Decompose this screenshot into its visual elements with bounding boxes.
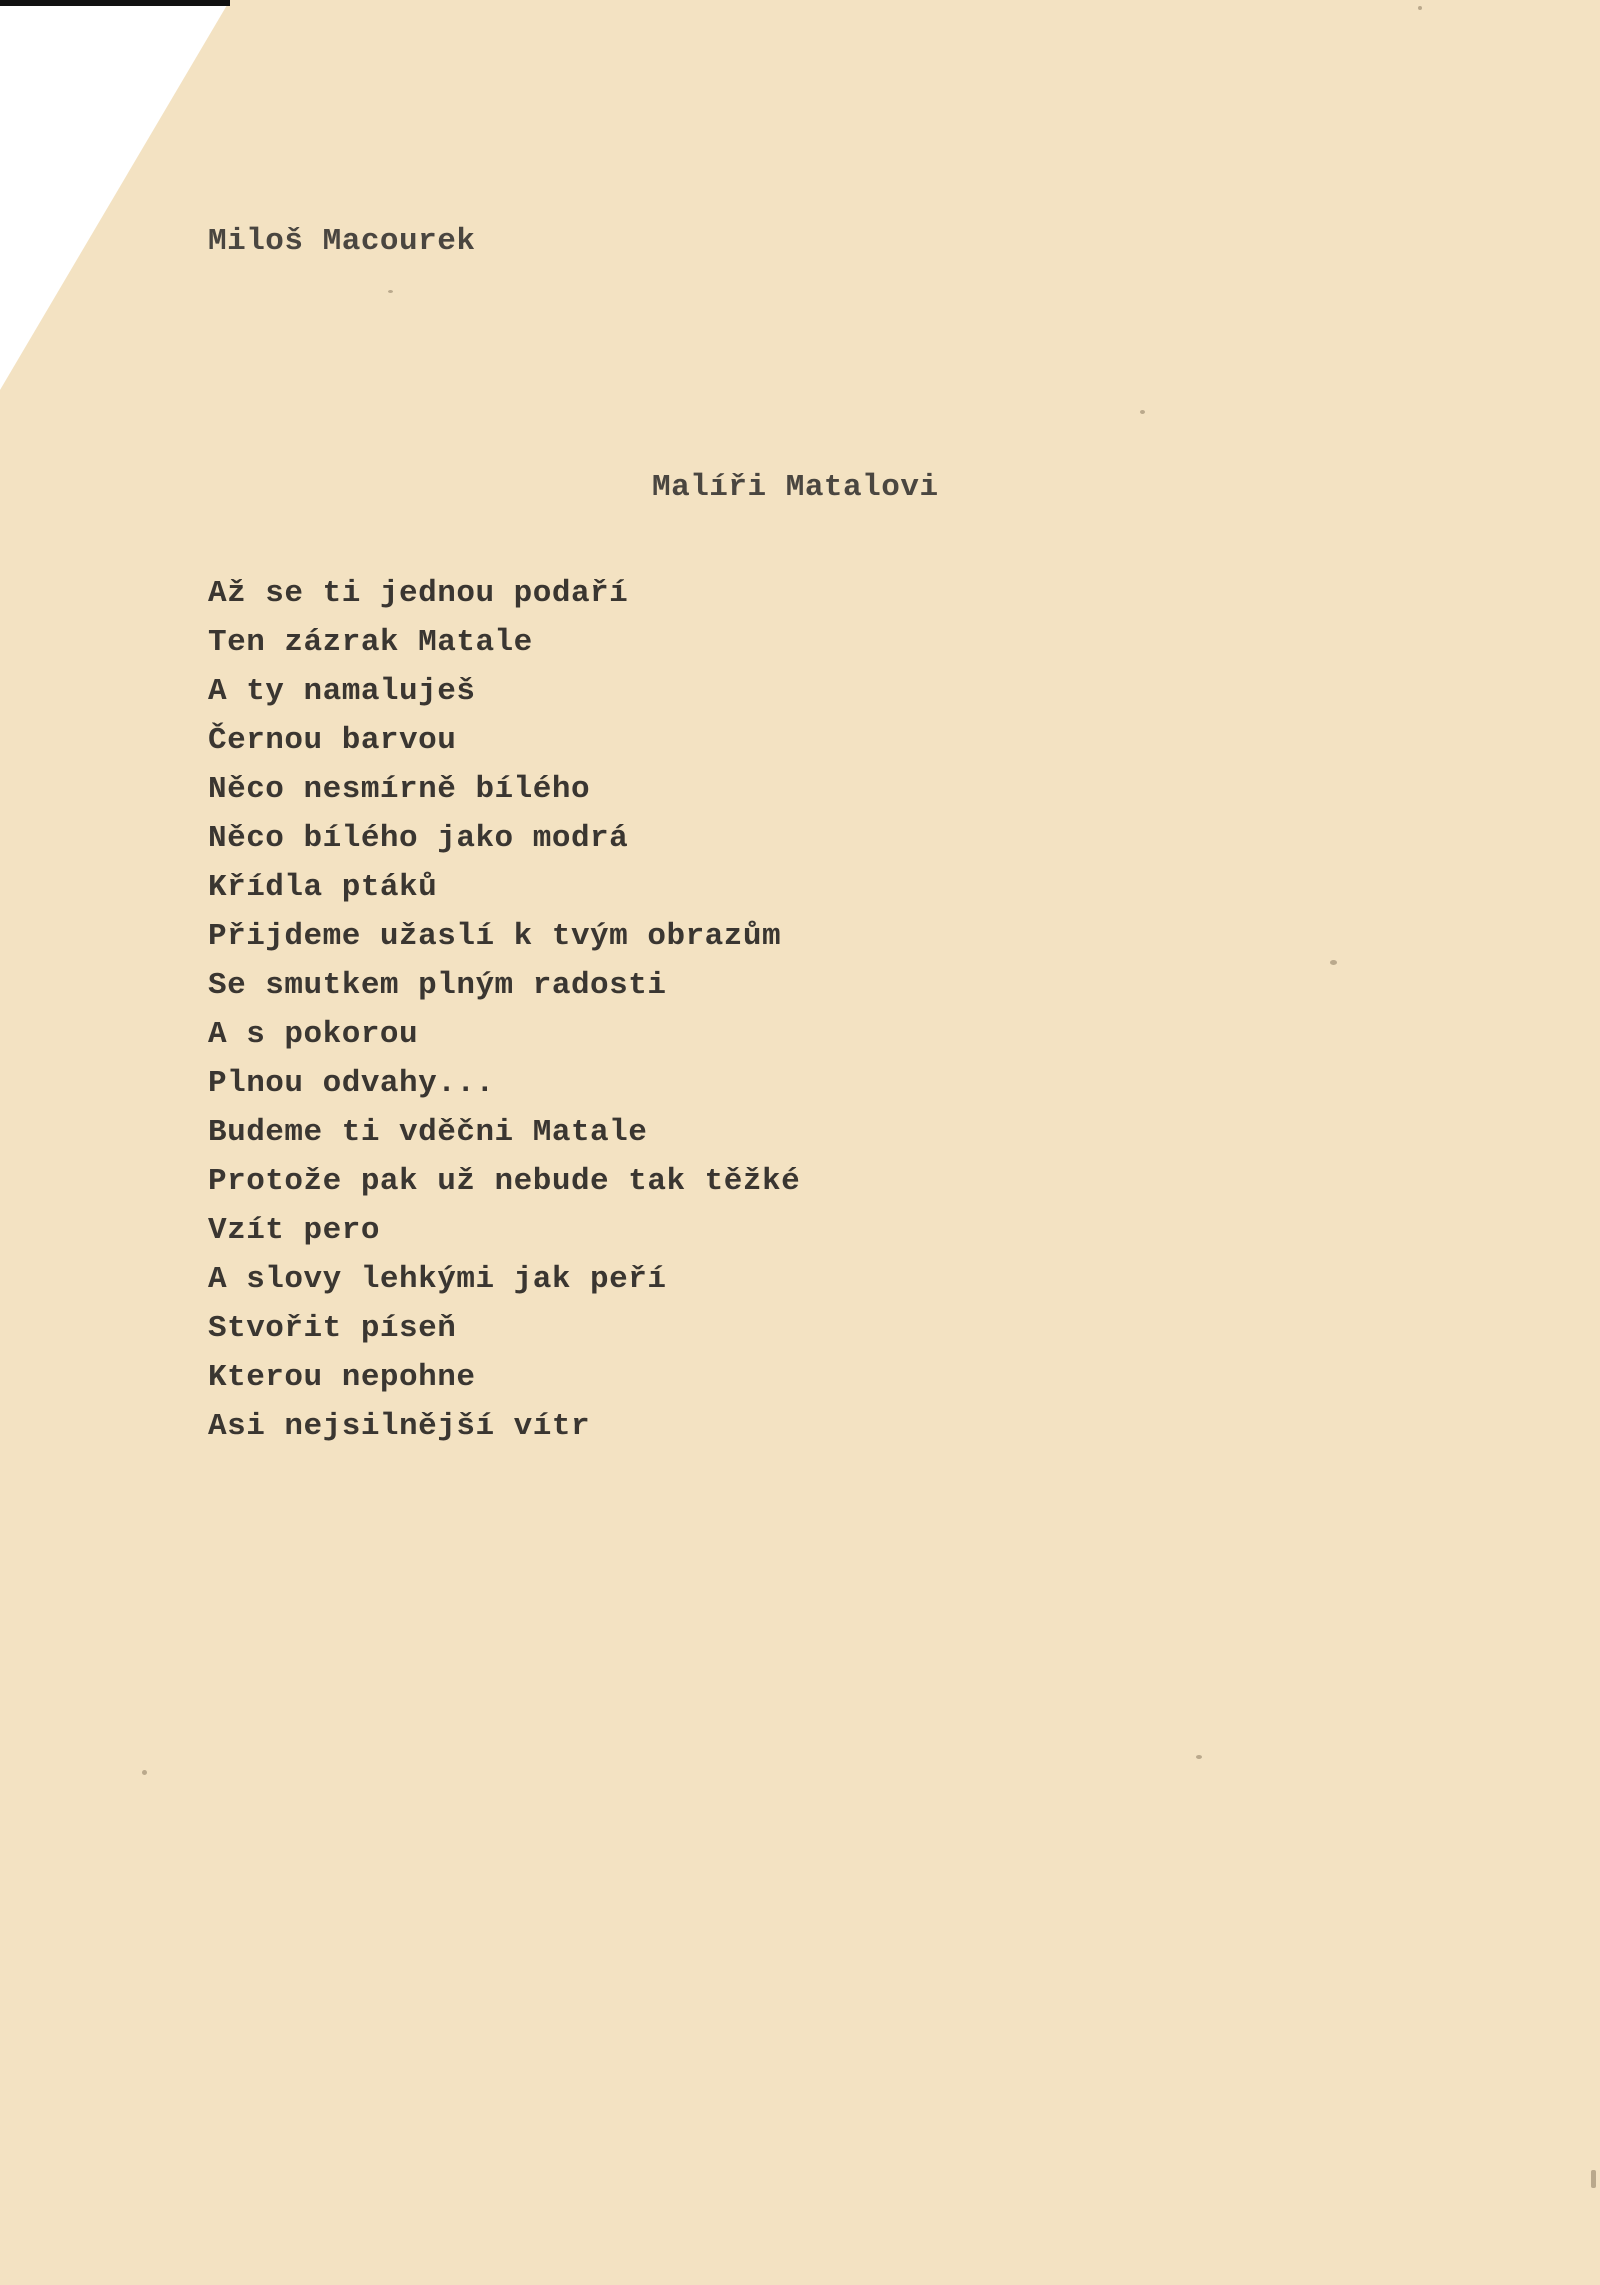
poem-line: Kterou nepohne: [208, 1360, 476, 1395]
poem-line: A ty namaluješ: [208, 674, 476, 709]
paper-fleck: [142, 1770, 147, 1775]
poem-line: A slovy lehkými jak peří: [208, 1262, 667, 1297]
paper-fleck: [1196, 1755, 1202, 1759]
poem-line: Něco bílého jako modrá: [208, 821, 629, 856]
poem-line: Až se ti jednou podaří: [208, 576, 629, 611]
poem-line: Plnou odvahy...: [208, 1066, 495, 1101]
poem-body: [208, 569, 800, 1451]
poem-line: Přijdeme užaslí k tvým obrazům: [208, 919, 782, 954]
poem-line: Asi nejsilnější vítr: [208, 1409, 591, 1444]
poem-line: Něco nesmírně bílého: [208, 772, 591, 807]
poem-line: Protože pak už nebude tak těžké: [208, 1164, 801, 1199]
paper-fleck: [1330, 960, 1337, 965]
poem-line: Se smutkem plným radosti: [208, 968, 667, 1003]
scan-edge-strip: [0, 0, 230, 6]
paper-fleck: [1418, 6, 1422, 10]
paper-fleck: [388, 290, 393, 293]
paper-fleck: [1140, 410, 1145, 414]
poem-line: A s pokorou: [208, 1017, 419, 1052]
poem-title: Malíři Matalovi: [652, 470, 939, 505]
poem-line: Stvořit píseň: [208, 1311, 457, 1346]
poem-line: Černou barvou: [208, 723, 457, 758]
author-name: Miloš Macourek: [208, 224, 476, 259]
paper-fleck: [1591, 2170, 1596, 2188]
poem-line: Budeme ti vděčni Matale: [208, 1115, 648, 1150]
poem-line: Ten zázrak Matale: [208, 625, 533, 660]
poem-line: Vzít pero: [208, 1213, 380, 1248]
poem-line: Křídla ptáků: [208, 870, 438, 905]
